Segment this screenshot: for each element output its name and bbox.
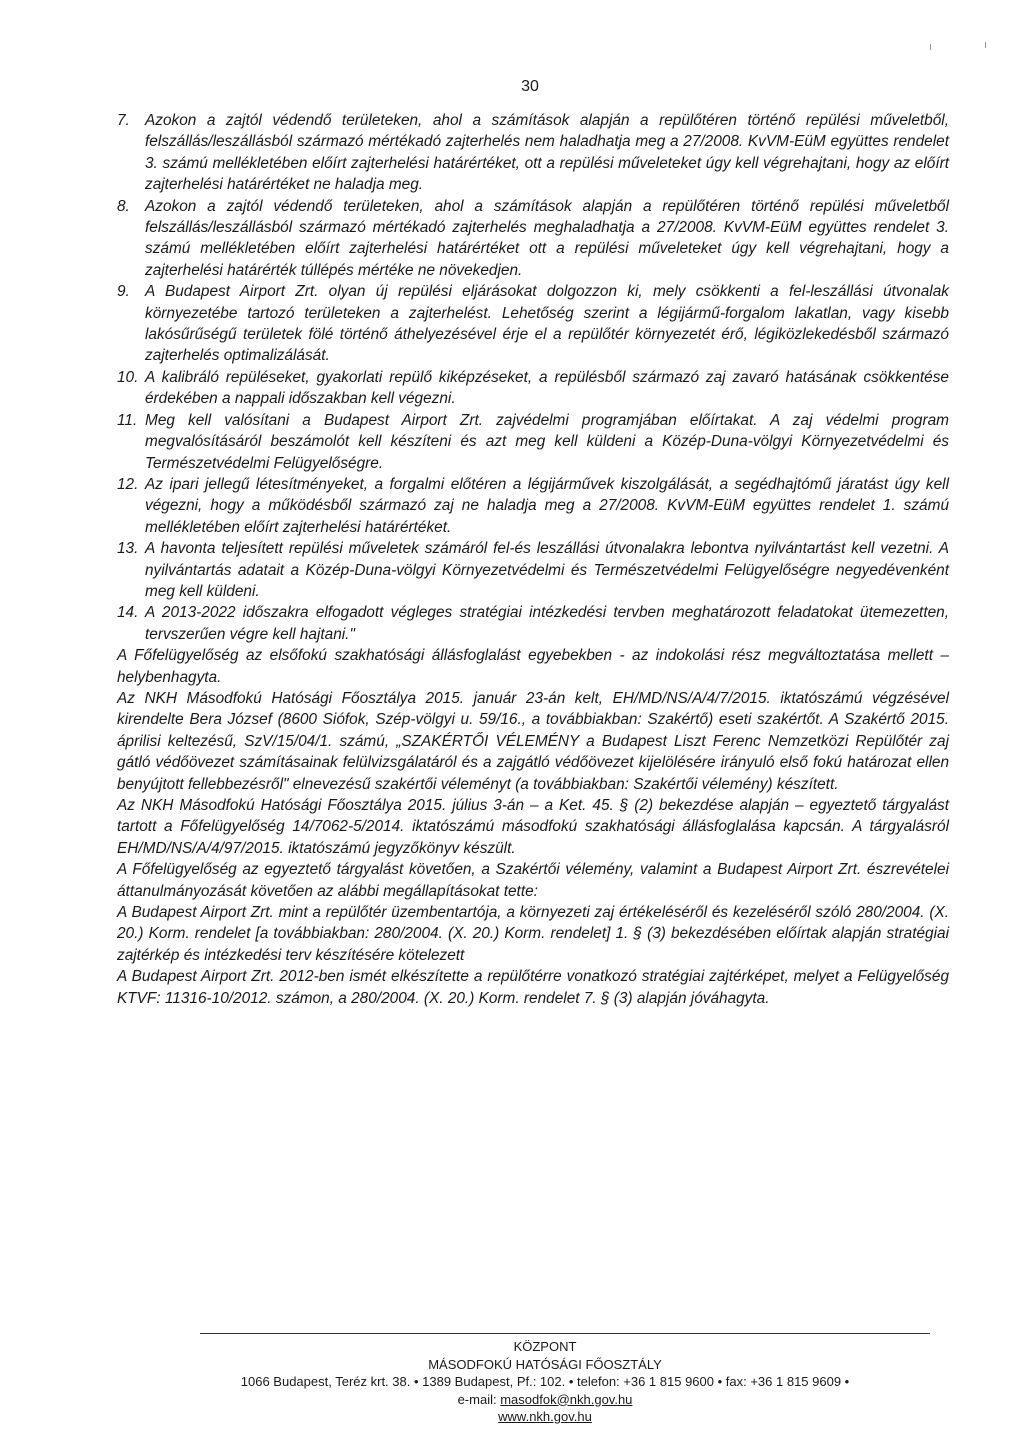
page-number: 30	[521, 78, 539, 95]
footer-department: MÁSODFOKÚ HATÓSÁGI FŐOSZTÁLY	[428, 1356, 662, 1372]
list-item-number: 8.	[117, 197, 130, 215]
footer-email-link[interactable]: masodfok@nkh.gov.hu	[500, 1391, 633, 1407]
list-item	[117, 196, 949, 282]
paragraph: A Főfelügyelőség az egyeztető tárgyalást követően, a Szakértői vélemény, valamint a Budapest Airport Zrt. észrevételei áttanulmányozását követően az alábbi megállapításokat tette:	[117, 861, 949, 900]
footer-org: KÖZPONT	[513, 1339, 577, 1354]
paragraph: A Főfelügyelőség az elsőfokú szakhatósági állásfoglalást egyebekben - az indokolási rész megváltoztatása mellett – helybenhagyta.	[117, 647, 949, 686]
footer-email-label: e-mail:	[457, 1391, 501, 1407]
list-item-text: A 2013-2022 időszakra elfogadott végleges stratégiai intézkedési tervben meghatározott feladatokat ütemezetten, tervszerűen végre kell hajtani."	[145, 604, 949, 643]
list-item	[117, 281, 949, 367]
list-item-text: A havonta teljesített repülési műveletek számáról fel-és leszállási útvonalakra lebontva nyilvántartást kell vezetni. A nyilvántartás adatait a Közép-Duna-völgyi Környezetvédelmi és Természetvédelmi Felügyelőségre negyedévenként meg kell küldeni.	[145, 540, 949, 600]
footer-address: 1066 Budapest, Teréz krt. 38. • 1389 Budapest, Pf.: 102. • telefon: +36 1 815 9600 • fax: +36 1 815 9609 •	[240, 1374, 850, 1389]
footer-website-link[interactable]: www.nkh.gov.hu	[498, 1409, 592, 1424]
footer	[100, 1338, 990, 1426]
paragraph: A Budapest Airport Zrt. mint a repülőtér üzembentartója, a környezeti zaj értékeléséről és kezeléséről szóló 280/2004. (X. 20.) Korm. rendelet [a továbbiakban: 280/2004. (X. 20.) Korm. rendelet] 1. § (3) bekezdésében előírtak alapján stratégiai zajtérkép és intézkedési terv készítésére kötelezett	[117, 904, 949, 964]
footer-divider	[200, 1333, 930, 1334]
scan-mark	[985, 42, 986, 48]
list-item-text: Meg kell valósítani a Budapest Airport Zrt. zajvédelmi programjában előírtakat. A zaj védelmi program megvalósításáról beszámolót kell készíteni és azt meg kell küldeni a Közép-Duna-völgyi Környezetvédelmi és Természetvédelmi Felügyelőségre.	[145, 411, 949, 472]
list-item	[117, 602, 949, 645]
list-item-number: 12.	[117, 475, 139, 493]
list-item-number: 13.	[117, 540, 139, 558]
list-item-text: A Budapest Airport Zrt. olyan új repülési eljárásokat dolgozzon ki, mely csökkenti a fel-leszállási útvonalak környezetébe tartozó területeken a zajterhelést. Lehetőség szerint a légijármű-forgalom lakatlan, vagy kisebb lakósűrűségű területek fölé történő áthelyezésével érje el a repülőtér környezetét érő, légiközlekedésből származó zajterhelés optimalizálását.	[145, 283, 949, 365]
list-item-text: A kalibráló repüléseket, gyakorlati repülő kiképzéseket, a repülésből származó zaj zavaró hatásának csökkentése érdekében a nappali időszakban kell végezni.	[145, 368, 949, 408]
scan-mark	[930, 44, 931, 50]
list-item	[117, 367, 949, 410]
list-item-text: Azokon a zajtól védendő területeken, ahol a számítások alapján a repülőtéren történő repülési műveletből, felszállás/leszállásból származó mértékadó zajterhelés nem haladhatja meg a 27/2008. KvVM-EüM együttes rendelet 3. számú mellékletében előírt zajterhelési határértéket, ott a repülési műveleteket úgy kell végrehajtani, hogy az előírt zajterhelési határértéket ne haladja meg.	[145, 112, 949, 194]
list-item	[117, 410, 949, 474]
list-item-number: 10.	[117, 368, 139, 386]
footer-email-line	[100, 1391, 990, 1409]
list-item-text: Azokon a zajtól védendő területeken, ahol a számítások alapján a repülőtéren történő repülési műveletből felszállás/leszállásból származó mértékadó zajterhelés meghaladhatja a 27/2008. KvVM-EüM együttes rendelet 3. számú mellékletében előírt zajterhelési határértéket ott a repülési műveleteket úgy kell végrehajtani, hogy a zajterhelési határérték túllépés mértéke ne növekedjen.	[145, 197, 949, 279]
list-item-number: 11.	[117, 411, 138, 429]
paragraph: Az NKH Másodfokú Hatósági Főosztálya 2015. január 23-án kelt, EH/MD/NS/A/4/7/2015. iktatószámú végzésével kirendelte Bera József (8600 Siófok, Szép-völgyi u. 59/16., a továbbiakban: Szakértő) eseti szakértőt. A Szakértő 2015. áprilisi keltezésű, SzV/15/04/1. számú, „SZAKÉRTŐI VÉLEMÉNY a Budapest Liszt Ferenc Nemzetközi Repülőtér zaj gátló védőövezet számításainak felülvizsgálatáról és a zajgátló védőövezet kijelölésére irányuló első fokú határozat ellen benyújtott fellebbezésről" elnevezésű szakértői véleményt (a továbbiakban: Szakértői vélemény) készített.	[117, 689, 949, 793]
list-item	[117, 538, 949, 602]
list-item	[117, 474, 949, 538]
paragraph: A Budapest Airport Zrt. 2012-ben ismét elkészítette a repülőtérre vonatkozó stratégiai zajtérképet, melyet a Felügyelőség KTVF: 11316-10/2012. számon, a 280/2004. (X. 20.) Korm. rendelet 7. § (3) alapján jóváhagyta.	[117, 968, 949, 1007]
list-item-text: Az ipari jellegű létesítményeket, a forgalmi előtéren a légijárművek kiszolgálását, a segédhajtómű járatást úgy kell végezni, hogy a működésből származó zaj ne haladja meg a 27/2008. KvVM-EüM együttes rendelet 1. számú mellékletében előírt zajterhelési határértéket.	[145, 475, 949, 536]
document-body	[117, 110, 949, 1009]
paragraph: Az NKH Másodfokú Hatósági Főosztálya 2015. július 3-án – a Ket. 45. § (2) bekezdése alapján – egyeztető tárgyalást tartott a Főfelügyelőség 14/7062-5/2014. iktatószámú másodfokú szakhatósági állásfoglalása kapcsán. A tárgyalásról EH/MD/NS/A/4/97/2015. iktatószámú jegyzőkönyv készült.	[117, 797, 949, 857]
list-item-number: 9.	[117, 283, 130, 301]
list-item-number: 14.	[117, 604, 139, 622]
list-item	[117, 110, 949, 196]
list-item-number: 7.	[117, 112, 130, 129]
